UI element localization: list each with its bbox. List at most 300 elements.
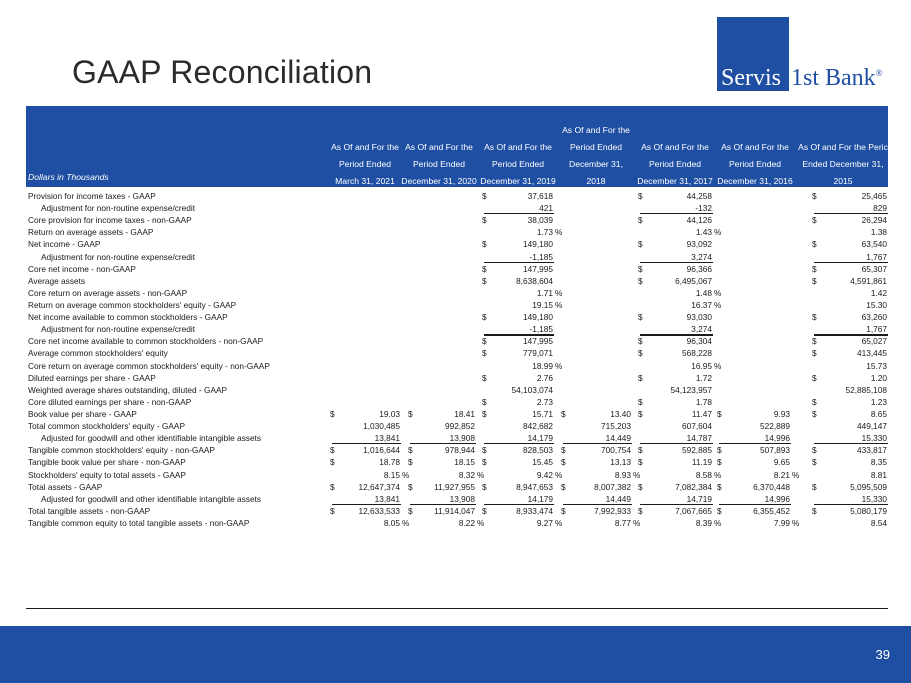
cell-value: 1.20: [870, 372, 887, 383]
cell-value: 715,203: [601, 421, 631, 432]
cell-value: 8.15: [383, 469, 400, 480]
dollar-sign: $: [330, 481, 335, 492]
cell-value: 18.99: [532, 360, 553, 371]
page-number: 39: [875, 647, 890, 662]
column-header-line: Period Ended: [338, 159, 392, 169]
cell-value: 8,947,653: [516, 481, 553, 492]
dollar-sign: $: [408, 481, 413, 492]
dollar-sign: $: [482, 408, 487, 419]
cell-value: 1.23: [870, 396, 887, 407]
cell-value: 149,180: [523, 312, 553, 323]
cell-value: 11,927,955: [434, 481, 475, 492]
column-header-line: Ended December 31,: [802, 159, 884, 169]
cell-value: 8.35: [870, 457, 887, 468]
dollar-sign: $: [408, 408, 413, 419]
dollar-sign: $: [812, 275, 817, 286]
percent-sign: %: [555, 469, 563, 480]
table-row: [26, 275, 888, 287]
column-header-line: Period Ended: [728, 159, 782, 169]
cell-value: 96,366: [686, 263, 712, 274]
percent-sign: %: [555, 299, 563, 310]
percent-sign: %: [714, 360, 722, 371]
cell-value: 15,330: [861, 493, 887, 504]
dollar-sign: $: [482, 263, 487, 274]
percent-sign: %: [477, 517, 485, 528]
dollar-sign: $: [638, 215, 643, 226]
table-row: [26, 238, 888, 250]
dollar-sign: $: [482, 191, 487, 201]
dollar-sign: $: [638, 275, 643, 286]
cell-value: 9.27: [536, 517, 553, 528]
dollar-sign: $: [717, 481, 722, 492]
dollar-sign: $: [717, 505, 722, 516]
cell-value: 6,495,067: [675, 275, 712, 286]
cell-value: 3,274: [691, 324, 712, 335]
row-label: Core provision for income taxes - non-GAAP: [28, 215, 192, 226]
column-header-line: March 31, 2021: [335, 176, 395, 186]
cell-value: 6,355,452: [753, 505, 790, 516]
column-header-line: [783, 122, 888, 139]
cell-value: 7,082,384: [675, 481, 712, 492]
cell-value: 38,039: [527, 215, 553, 226]
cell-value: 433,817: [857, 445, 887, 456]
row-label: Stockholders' equity to total assets - GAAP: [28, 469, 186, 480]
column-header-line: Period Ended: [648, 159, 702, 169]
logo-text-bank: [791, 65, 883, 92]
dollar-sign: $: [482, 348, 487, 359]
cell-value: 8.05: [383, 517, 400, 528]
cell-value: 507,893: [760, 445, 790, 456]
row-label: Adjusted for goodwill and other identifiable intangible assets: [41, 433, 262, 444]
cell-value: 1,030,485: [363, 421, 400, 432]
dollar-sign: $: [812, 372, 817, 383]
cell-value: -1,185: [529, 251, 553, 262]
cell-value: 8.54: [870, 517, 887, 528]
row-label: Total common stockholders' equity - GAAP: [28, 421, 185, 432]
gaap-reconciliation-table: [26, 106, 888, 610]
table-row: [26, 408, 888, 420]
cell-value: 413,445: [857, 348, 887, 359]
percent-sign: %: [555, 360, 563, 371]
dollar-sign: $: [812, 336, 817, 347]
table-row: [26, 481, 888, 493]
dollar-sign: $: [561, 445, 566, 456]
cell-value: 8,933,474: [516, 505, 553, 516]
cell-value: 13.40: [610, 408, 631, 419]
table-row: [26, 493, 888, 505]
logo-text-1st-bank: 1st Bank: [791, 65, 876, 91]
cell-value: 147,995: [523, 263, 553, 274]
column-header-line: December 31,: [569, 159, 623, 169]
cell-value: 25,465: [861, 191, 887, 201]
cell-value: 592,885: [682, 445, 712, 456]
table-row: [26, 505, 888, 517]
column-header-line: As Of and For the: [562, 125, 630, 135]
cell-value: 11,914,047: [434, 505, 475, 516]
row-label: Book value per share - GAAP: [28, 408, 137, 419]
cell-value: -1,185: [529, 324, 553, 335]
percent-sign: %: [633, 517, 641, 528]
cell-value: 63,260: [861, 312, 887, 323]
cell-value: 65,307: [861, 263, 887, 274]
dollar-sign: $: [812, 263, 817, 274]
cell-value: 9.65: [773, 457, 790, 468]
dollar-sign: $: [482, 215, 487, 226]
table-bottom-rule: [26, 608, 888, 609]
cell-value: 7,067,665: [675, 505, 712, 516]
row-label: Weighted average shares outstanding, diluted - GAAP: [28, 384, 228, 395]
cell-value: 8.32: [458, 469, 475, 480]
table-row: [26, 263, 888, 275]
row-label: Tangible common equity to total tangible assets - non-GAAP: [28, 517, 250, 528]
table-row: [26, 420, 888, 432]
cell-value: 1.78: [695, 396, 712, 407]
cell-value: 93,092: [686, 239, 712, 250]
cell-value: 568,228: [682, 348, 712, 359]
column-header-line: December 31, 2016: [717, 176, 793, 186]
dollar-sign: $: [482, 457, 487, 468]
percent-sign: %: [633, 469, 641, 480]
row-label: Average common stockholders' equity: [28, 348, 168, 359]
row-label: Diluted earnings per share - GAAP: [28, 372, 156, 383]
row-label: Average assets: [28, 275, 86, 286]
table-row: [26, 311, 888, 323]
percent-sign: %: [714, 287, 722, 298]
table-row: [26, 444, 888, 456]
servisfirst-logo: [717, 17, 897, 91]
percent-sign: %: [792, 517, 800, 528]
cell-value: 8.22: [458, 517, 475, 528]
table-row: [26, 202, 888, 214]
cell-value: 14,449: [605, 493, 631, 504]
dollar-sign: $: [638, 239, 643, 250]
dollar-sign: $: [812, 445, 817, 456]
cell-value: 5,080,179: [850, 505, 887, 516]
row-label: Net income - GAAP: [28, 239, 101, 250]
cell-value: 44,258: [686, 191, 712, 201]
cell-value: 14,787: [686, 433, 712, 444]
cell-value: 2.76: [536, 372, 553, 383]
cell-value: 8.39: [695, 517, 712, 528]
cell-value: 14,179: [527, 493, 553, 504]
dollar-sign: $: [638, 372, 643, 383]
cell-value: 54,123,957: [670, 384, 712, 395]
row-label: Total tangible assets - non-GAAP: [28, 505, 151, 516]
dollar-sign: $: [482, 336, 487, 347]
dollar-sign: $: [638, 191, 643, 201]
cell-value: 829: [873, 203, 887, 214]
cell-value: 8.58: [695, 469, 712, 480]
cell-value: 5,095,509: [850, 481, 887, 492]
cell-value: 11.19: [691, 457, 712, 468]
cell-value: 44,126: [686, 215, 712, 226]
dollar-sign: $: [482, 396, 487, 407]
dollar-sign: $: [330, 457, 335, 468]
cell-value: 63,540: [861, 239, 887, 250]
table-row: [26, 299, 888, 311]
cell-value: 1,767: [866, 251, 887, 262]
cell-value: 1,016,644: [363, 445, 400, 456]
dollar-sign: $: [408, 505, 413, 516]
column-header-line: December 31, 2019: [480, 176, 556, 186]
dollar-sign: $: [638, 336, 643, 347]
table-row: [26, 372, 888, 384]
dollar-sign: $: [482, 312, 487, 323]
cell-value: 1.48: [695, 287, 712, 298]
cell-value: 26,294: [861, 215, 887, 226]
dollar-sign: $: [812, 408, 817, 419]
cell-value: 1.38: [870, 227, 887, 238]
cell-value: 16.37: [691, 299, 712, 310]
dollar-sign: $: [482, 505, 487, 516]
dollar-sign: $: [561, 408, 566, 419]
dollar-sign: $: [561, 457, 566, 468]
table-body: [26, 190, 888, 529]
column-header-line: 2015: [833, 176, 853, 186]
column-header-line: Period Ended: [412, 159, 466, 169]
cell-value: 700,754: [601, 445, 631, 456]
logo-text-servis: Servis: [721, 65, 781, 91]
table-row: [26, 323, 888, 335]
dollar-sign: $: [561, 481, 566, 492]
cell-value: -132: [695, 203, 712, 214]
row-label: Adjusted for goodwill and other identifiable intangible assets: [41, 493, 262, 504]
cell-value: 978,944: [445, 445, 475, 456]
logo-registered-mark: ®: [875, 68, 883, 78]
cell-value: 11.47: [691, 408, 712, 419]
dollar-sign: $: [812, 239, 817, 250]
cell-value: 52,885,108: [845, 384, 887, 395]
cell-value: 16.95: [691, 360, 712, 371]
cell-value: 828,503: [523, 445, 553, 456]
dollar-sign: $: [812, 191, 817, 201]
cell-value: 12,647,374: [358, 481, 400, 492]
dollar-sign: $: [717, 457, 722, 468]
cell-value: 54,103,074: [511, 384, 553, 395]
dollar-sign: $: [482, 445, 487, 456]
dollar-sign: $: [638, 312, 643, 323]
cell-value: 19.03: [379, 408, 400, 419]
column-header-line: Period Ended: [569, 142, 623, 152]
cell-value: 96,304: [686, 336, 712, 347]
row-label: Core return on average common stockholders' equity - non-GAAP: [28, 360, 270, 371]
cell-value: 6,370,448: [753, 481, 790, 492]
dollar-sign: $: [638, 481, 643, 492]
cell-value: 15,330: [861, 433, 887, 444]
row-label: Core return on average assets - non-GAAP: [28, 287, 188, 298]
column-header-line: As Of and For the: [721, 142, 789, 152]
row-label: Net income available to common stockholders - GAAP: [28, 312, 228, 323]
dollar-sign: $: [482, 275, 487, 286]
column-header-line: December 31, 2017: [637, 176, 713, 186]
cell-value: 8.77: [614, 517, 631, 528]
cell-value: 14,449: [605, 433, 631, 444]
percent-sign: %: [402, 517, 410, 528]
row-label: Tangible common stockholders' equity - non-GAAP: [28, 445, 215, 456]
cell-value: 18.78: [379, 457, 400, 468]
table-row: [26, 432, 888, 444]
table-row: [26, 456, 888, 468]
dollar-sign: $: [812, 348, 817, 359]
cell-value: 13,841: [374, 493, 400, 504]
dollar-sign: $: [812, 505, 817, 516]
row-label: Core diluted earnings per share - non-GAAP: [28, 396, 192, 407]
row-label: Tangible book value per share - non-GAAP: [28, 457, 186, 468]
column-header: [783, 122, 888, 190]
table-row: [26, 384, 888, 396]
table-row: [26, 360, 888, 372]
dollar-sign: $: [812, 312, 817, 323]
cell-value: 607,604: [682, 421, 712, 432]
percent-sign: %: [402, 469, 410, 480]
cell-value: 19.15: [532, 299, 553, 310]
percent-sign: %: [555, 517, 563, 528]
dollar-sign: $: [638, 263, 643, 274]
cell-value: 1,767: [866, 324, 887, 335]
dollar-sign: $: [408, 457, 413, 468]
percent-sign: %: [714, 517, 722, 528]
footer-bar: [0, 626, 911, 683]
dollar-sign: $: [330, 445, 335, 456]
column-header-line: As Of and For the: [641, 142, 709, 152]
cell-value: 7,992,933: [594, 505, 631, 516]
cell-value: 9.93: [773, 408, 790, 419]
cell-value: 3,274: [691, 251, 712, 262]
row-label: Core net income - non-GAAP: [28, 263, 136, 274]
table-header: [26, 106, 888, 187]
dollar-sign: $: [330, 408, 335, 419]
row-label: Adjustment for non-routine expense/credit: [41, 251, 196, 262]
dollar-sign: $: [482, 481, 487, 492]
dollar-sign: $: [561, 505, 566, 516]
dollar-sign: $: [482, 239, 487, 250]
table-row: [26, 396, 888, 408]
dollar-sign: $: [638, 348, 643, 359]
cell-value: 4,591,861: [850, 275, 887, 286]
cell-value: 149,180: [523, 239, 553, 250]
dollar-sign: $: [638, 408, 643, 419]
cell-value: 1.42: [870, 287, 887, 298]
table-row: [26, 190, 888, 202]
percent-sign: %: [714, 227, 722, 238]
cell-value: 779,071: [523, 348, 553, 359]
row-label: Adjustment for non-routine expense/credit: [41, 324, 196, 335]
row-label: Core net income available to common stockholders - non-GAAP: [28, 336, 264, 347]
percent-sign: %: [792, 469, 800, 480]
column-header-line: Period Ended: [491, 159, 545, 169]
row-label: Return on average common stockholders' equity - GAAP: [28, 299, 237, 310]
cell-value: 1.71: [536, 287, 553, 298]
cell-value: 15.73: [866, 360, 887, 371]
cell-value: 13,908: [449, 433, 475, 444]
dollars-in-thousands-label: Dollars in Thousands: [28, 172, 109, 182]
dollar-sign: $: [638, 505, 643, 516]
dollar-sign: $: [812, 396, 817, 407]
dollar-sign: $: [482, 372, 487, 383]
cell-value: 1.43: [695, 227, 712, 238]
dollar-sign: $: [717, 408, 722, 419]
table-row: [26, 226, 888, 238]
cell-value: 1.72: [695, 372, 712, 383]
page-title: GAAP Reconciliation: [72, 54, 373, 90]
cell-value: 13,908: [449, 493, 475, 504]
row-label: Total assets - GAAP: [28, 481, 103, 492]
cell-value: 18.15: [454, 457, 475, 468]
cell-value: 65,027: [861, 336, 887, 347]
cell-value: 992,852: [445, 421, 475, 432]
cell-value: 14,996: [764, 433, 790, 444]
cell-value: 449,147: [857, 421, 887, 432]
cell-value: 15.30: [866, 299, 887, 310]
table-row: [26, 469, 888, 481]
cell-value: 15.71: [532, 408, 553, 419]
percent-sign: %: [714, 299, 722, 310]
cell-value: 93,030: [686, 312, 712, 323]
cell-value: 12,633,533: [358, 505, 400, 516]
cell-value: 8.21: [773, 469, 790, 480]
column-header-line: As Of and For the: [405, 142, 473, 152]
table-row: [26, 347, 888, 359]
table-row: [26, 251, 888, 263]
percent-sign: %: [555, 287, 563, 298]
dollar-sign: $: [330, 505, 335, 516]
cell-value: 522,889: [760, 421, 790, 432]
cell-value: 14,996: [764, 493, 790, 504]
dollar-sign: $: [638, 396, 643, 407]
column-header-line: As Of and For the: [484, 142, 552, 152]
table-row: [26, 335, 888, 347]
percent-sign: %: [714, 469, 722, 480]
row-label: Return on average assets - GAAP: [28, 227, 154, 238]
dollar-sign: $: [812, 481, 817, 492]
dollar-sign: $: [638, 457, 643, 468]
percent-sign: %: [555, 227, 563, 238]
cell-value: 37,618: [527, 191, 553, 201]
cell-value: 18.41: [454, 408, 475, 419]
cell-value: 9.42: [536, 469, 553, 480]
row-label: Adjustment for non-routine expense/credit: [41, 203, 196, 214]
cell-value: 14,719: [686, 493, 712, 504]
cell-value: 8.65: [870, 408, 887, 419]
table-row: [26, 517, 888, 529]
cell-value: 842,682: [523, 421, 553, 432]
column-header-line: December 31, 2020: [401, 176, 477, 186]
column-header-line: 2018: [586, 176, 606, 186]
cell-value: 13,841: [374, 433, 400, 444]
cell-value: 421: [539, 203, 553, 214]
cell-value: 8,638,604: [516, 275, 553, 286]
cell-value: 14,179: [527, 433, 553, 444]
cell-value: 8,007,382: [594, 481, 631, 492]
cell-value: 8.81: [870, 469, 887, 480]
dollar-sign: $: [812, 457, 817, 468]
cell-value: 7.99: [773, 517, 790, 528]
cell-value: 2.73: [536, 396, 553, 407]
dollar-sign: $: [812, 215, 817, 226]
cell-value: 8.93: [614, 469, 631, 480]
column-header-line: As Of and For the Peric: [798, 142, 888, 152]
cell-value: 15.45: [532, 457, 553, 468]
percent-sign: %: [477, 469, 485, 480]
cell-value: 1.73: [536, 227, 553, 238]
column-header-line: As Of and For the: [331, 142, 399, 152]
dollar-sign: $: [717, 445, 722, 456]
row-label: Provision for income taxes - GAAP: [28, 191, 156, 201]
dollar-sign: $: [408, 445, 413, 456]
cell-value: 13.13: [610, 457, 631, 468]
dollar-sign: $: [638, 445, 643, 456]
table-row: [26, 287, 888, 299]
